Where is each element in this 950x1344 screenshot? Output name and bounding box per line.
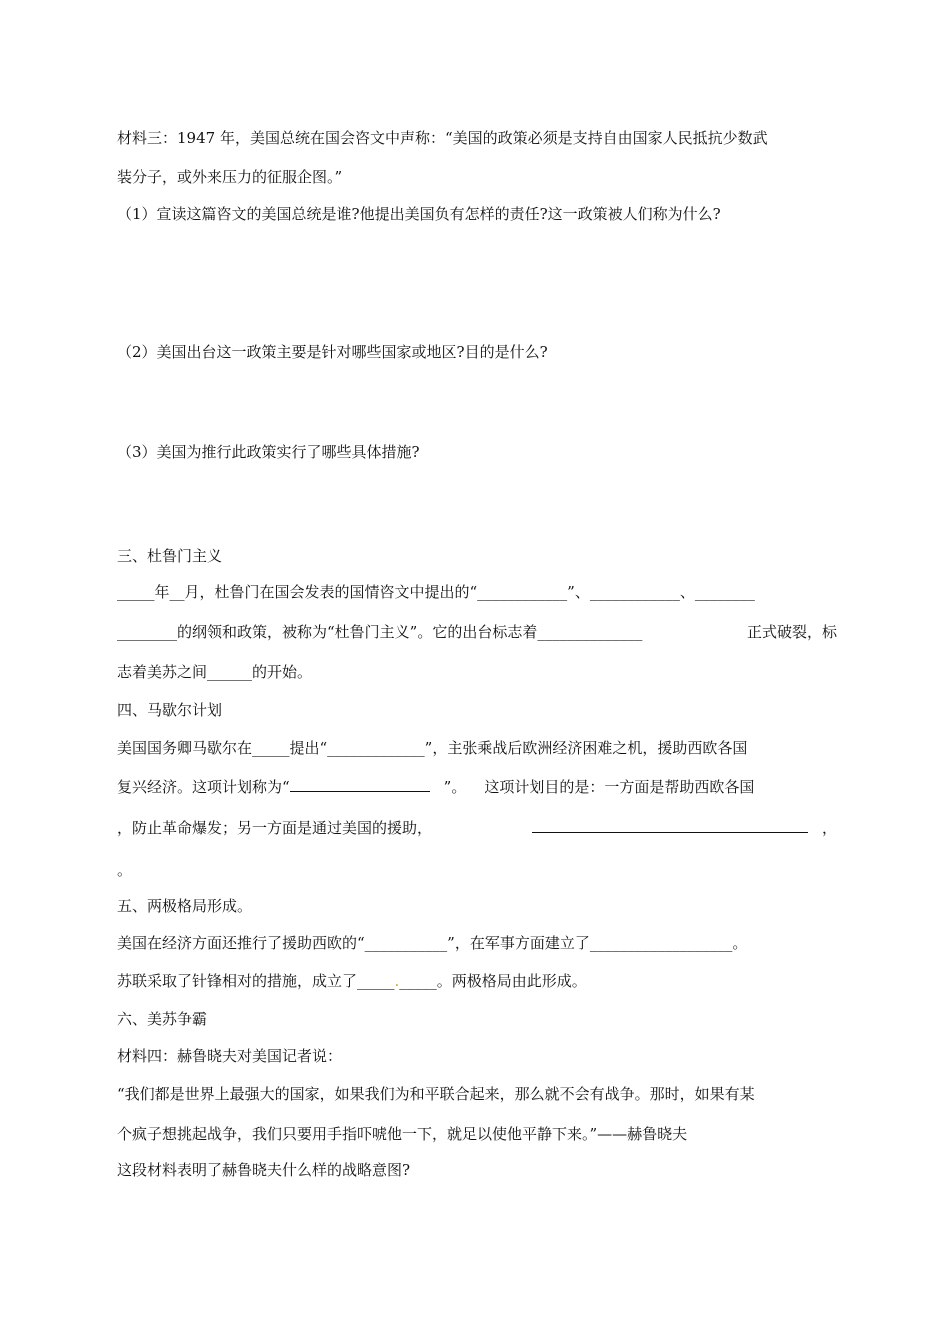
material3-line1: 材料三：1947 年，美国总统在国会咨文中声称：“美国的政策必须是支持自由国家人民抵抗少数武 xyxy=(117,129,768,147)
section5-line2 xyxy=(117,971,587,991)
section4-line2-part-c: 这项计划目的是：一方面是帮助西欧各国 xyxy=(484,778,755,796)
section4-line3-right xyxy=(532,818,837,838)
section4-line4: 。 xyxy=(117,861,133,879)
question-1: （1）宣读这篇咨文的美国总统是谁?他提出美国负有怎样的责任?这一政策被人们称为什么? xyxy=(117,205,721,223)
section4-line3 xyxy=(117,818,837,838)
plan-name-blank xyxy=(290,777,430,792)
section4-line1: 美国国务卿马歇尔在_____提出“_____________”，主张乘战后欧洲经济困难之机，援助西欧各国 xyxy=(117,739,748,757)
material4-quote-line2: 个疯子想挑起战争，我们只要用手指吓唬他一下，就足以使他平静下来。”——赫鲁晓夫 xyxy=(117,1125,688,1143)
material3-line2: 装分子，或外来压力的征服企图。” xyxy=(117,168,343,186)
section3-line1: _____年__月，杜鲁门在国会发表的国情咨文中提出的“____________”、____________、________ xyxy=(117,583,755,601)
purpose-blank xyxy=(532,818,808,833)
section5-line2-dot: . xyxy=(394,972,400,990)
section3-line2-part-a: ________的纲领和政策，被称为“杜鲁门主义”。它的出台标志着______________ xyxy=(117,623,643,641)
section5-line2-part-b: _____。两极格局由此形成。 xyxy=(399,972,587,990)
section5-line1: 美国在经济方面还推行了援助西欧的“___________”，在军事方面建立了___________________。 xyxy=(117,934,748,952)
section4-line3-part-b: ， xyxy=(821,819,837,837)
question-2: （2）美国出台这一政策主要是针对哪些国家或地区?目的是什么? xyxy=(117,343,548,361)
section4-line2-part-b: ”。 xyxy=(443,778,467,796)
section6-heading: 六、美苏争霸 xyxy=(117,1010,208,1028)
section3-line3: 志着美苏之间______的开始。 xyxy=(117,663,313,681)
section4-line2-part-a: 复兴经济。这项计划称为“ xyxy=(117,778,290,796)
section5-heading: 五、两极格局形成。 xyxy=(117,897,253,915)
material4-title: 材料四：赫鲁晓夫对美国记者说： xyxy=(117,1047,343,1065)
section3-line2-part-b: 正式破裂，标 xyxy=(746,623,837,641)
section4-heading: 四、马歇尔计划 xyxy=(117,701,223,719)
section3-heading: 三、杜鲁门主义 xyxy=(117,547,223,565)
question-3: （3）美国为推行此政策实行了哪些具体措施? xyxy=(117,443,420,461)
section4-line2 xyxy=(117,777,754,797)
section5-line2-part-a: 苏联采取了针锋相对的措施，成立了_____ xyxy=(117,972,395,990)
section3-line2 xyxy=(117,622,837,642)
section6-question: 这段材料表明了赫鲁晓夫什么样的战略意图? xyxy=(117,1161,411,1179)
material4-quote-line1: “我们都是世界上最强大的国家，如果我们为和平联合起来，那么就不会有战争。那时，如果有某 xyxy=(117,1085,755,1103)
section4-line3-part-a: ，防止革命爆发；另一方面是通过美国的援助， xyxy=(117,819,433,837)
